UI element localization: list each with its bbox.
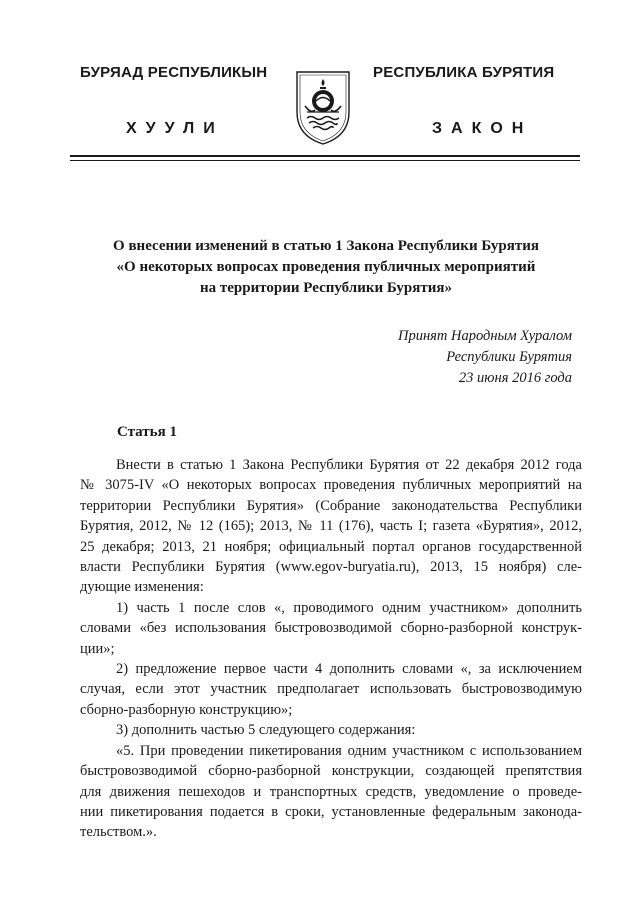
body-line: власти Республики Бурятия (www.egov-buryatia.ru), 2013, 15 ноября) сле- xyxy=(80,559,582,576)
header-doc-type-buryat: ХУУЛИ xyxy=(126,120,224,137)
article-heading: Статья 1 xyxy=(117,424,177,440)
coat-of-arms-icon xyxy=(293,66,353,146)
body-line: ции»; xyxy=(80,640,115,657)
body-line: нии пикетирования подается в сроки, установленные федеральным законода- xyxy=(80,803,582,820)
header-divider-thick xyxy=(70,155,580,157)
adoption-line: 23 июня 2016 года xyxy=(458,370,572,386)
body-line: № 3075-IV «О некоторых вопросах проведения публичных мероприятий на xyxy=(80,477,582,494)
body-line: 1) часть 1 после слов «, проводимого одним участником» дополнить xyxy=(116,599,582,616)
body-line: случая, если этот участник предполагает использовать быстровозводимую xyxy=(80,681,582,698)
body-line: для движения пешеходов и транспортных средств, уведомление о проведе- xyxy=(80,783,582,800)
header-divider-thin xyxy=(70,160,580,161)
body-line: сборно-разборную конструкцию»; xyxy=(80,701,293,718)
adoption-line: Принят Народным Хуралом xyxy=(397,328,572,344)
body-line: территории Республики Бурятия» (Собрание законодательства Республики xyxy=(80,497,582,514)
header-republic-buryat: БУРЯАД РЕСПУБЛИКЫН xyxy=(80,64,268,81)
header-republic-russian: РЕСПУБЛИКА БУРЯТИЯ xyxy=(373,64,555,81)
title-line: на территории Республики Бурятия» xyxy=(199,280,453,296)
adoption-note xyxy=(398,326,572,389)
body-line: Бурятия, 2012, № 12 (165); 2013, № 11 (176), часть I; газета «Бурятия», 2012, xyxy=(80,518,582,535)
title-line: «О некоторых вопросах проведения публичных мероприятий xyxy=(116,259,536,275)
body-line: 25 декабря; 2013, 21 ноября; официальный портал органов государственной xyxy=(80,538,582,555)
body-line: быстровозводимой сборно-разборной конструкции, создающей препятствия xyxy=(80,763,582,780)
body-line: 3) дополнить частью 5 следующего содержания: xyxy=(116,722,416,739)
body-line: словами «без использования быстровозводимой сборно-разборной конструк- xyxy=(80,620,582,637)
adoption-line: Республики Бурятия xyxy=(446,349,572,365)
body-line: 2) предложение первое части 4 дополнить словами «, за исключением xyxy=(116,661,582,678)
body-line: «5. При проведении пикетирования одним участником с использованием xyxy=(116,742,582,759)
article-body xyxy=(80,455,582,843)
body-line: дующие изменения: xyxy=(80,579,204,596)
header-doc-type-russian: ЗАКОН xyxy=(432,120,533,137)
law-title xyxy=(70,236,582,299)
title-line: О внесении изменений в статью 1 Закона Республики Бурятия xyxy=(113,238,539,254)
body-line: Внести в статью 1 Закона Республики Бурятия от 22 декабря 2012 года xyxy=(116,457,582,473)
body-line: тельством.». xyxy=(80,824,157,841)
